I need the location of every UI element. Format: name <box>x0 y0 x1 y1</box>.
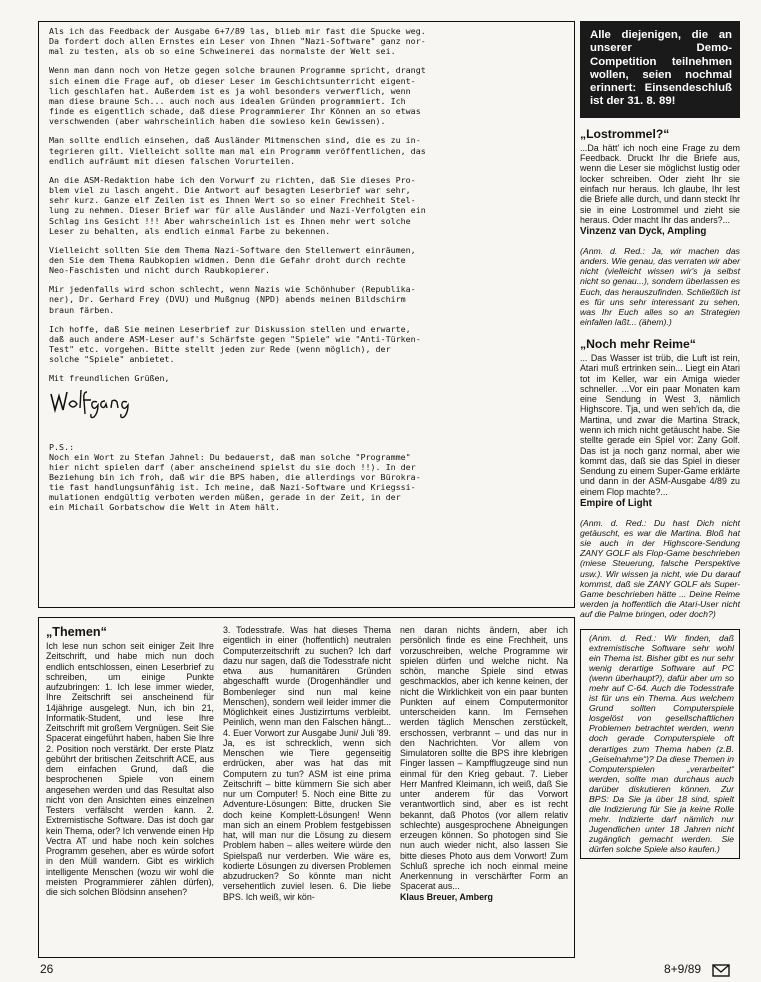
letter-paragraph: Vielleicht sollten Sie dem Thema Nazi-Software den Stellenwert einräumen, den Sie dem Thema Raubkopien widmen. Denn die Gefahr droht durch rechte Neo-Faschisten und nicht durch Raubkopierer. <box>49 244 416 276</box>
letter-closing: Mit freundlichen Grüßen, <box>49 373 170 384</box>
themen-column-1 <box>46 625 214 902</box>
reime-text: ... Das Wasser ist trüb, die Luft ist rein, Atari muß ertrinken sein... Liegt ein Atari tot im Keller, war ein Amiga wieder schneller. ...Vor ein paar Monaten kam eine Sendung in West 3, nämlich Highscore. Tja, und wen seh'ich da, die Martina, und zwar die Martina Strack, wenn ich mich nicht getäuscht habe. Sie stellte gerade ein Spiel vor: Zany Golf. Das ist ja noch ganz normal, aber wie kommt das, daß sie das Spiel in dieser Sendung zu einem Super-Game erklärte und dann in der ASM-Ausgabe 4/89 zu einem Flop machte?... <box>580 352 740 497</box>
themen-title: „Themen“ <box>46 625 107 639</box>
themen-text-1: Ich lese nun schon seit einiger Zeit Ihre Zeitschrift, und habe mich nun doch endlich entschlossen, einen Leserbrief zu schreiben, um einige Punkte aufzubringen: 1. Ich lese immer wieder, Ihre Zeitschrift sei anscheinend für 14jährige ausgelegt. Nun, ich bin 21, Informatik-Student, und lese Ihre Zeitschrift mit großem Vergnügen. Seit Sie Spacerat eingeführt haben, haben Sie Ihre 2. Position noch verstärkt. Der erste Platz gebührt der britischen Zeitschrift ACE, aus dem einfachen Grund, daß die besprochenen Spiele von einem angesehen werden und das Resultat also nicht von den Ansichten eines einzelnen Testers verfälscht werden kann. 2. Extremistische Software. Das ist doch gar kein Thema, oder? Ich verwende einen Hp Vectra AT und habe noch kein solches Programm gesehen, aber es würde sofort in den Müll wandern. Gibt es wirklich intelligente Menschen (wozu wir wohl die meisten Programmierer zählen dürfen), die sich solchen Blödsinn ansehen? <box>46 641 214 897</box>
letter-paragraph: An die ASM-Redaktion habe ich den Vorwurf zu richten, daß Sie dieses Pro- blem viel zu lasch angeht. Die Antwort auf besagten Leserbrief war sehr, sehr kurz. Ganze elf Zeilen ist es Ihnen Wert so so einer Frechheit Stel- lung zu nehmen. Dieser Brief war für alle Ausländer und Nazi-Verfolgten ein Schlag ins Gesicht !!! Aber wahrscheinlich ist es Ihnen mehr wert solche Leser zu behalten, als endlich einmal Farbe zu bekennen. <box>49 174 426 236</box>
themen-column-3 <box>400 625 568 902</box>
reader-letter-box <box>38 21 575 608</box>
handwritten-signature <box>49 386 566 420</box>
themen-text-2: 3. Todesstrafe. Was hat dieses Thema eigentlich in einer (hoffentlich) neutralen Computerzeitschrift zu suchen? Ich darf dazu nur sagen, daß die Todesstrafe nicht etwa aus humanitären Gründen abgeschafft wurde (Drogenhändler und Bombenleger sind nun mal keine Menschen), sondern weil leider immer die Möglichkeit eines Justizirrtums verbleibt. Peinlich, wenn man den Falschen hängt... 4. Euer Vorwort zur Ausgabe Juni/ Juli '89. Ja, es ist schrecklich, wenn sich Menschen wie Tiere gegenseitig erdrücken, aber was hat das mit Computern zu tun? ASM ist eine prima Zeitschrift – bitte kümmern Sie sich aber nur um Computer! 5. Noch eine Bitte zu Adventure-Lösungen: Bitte, drucken Sie doch keine Komplett-Lösungen! Wenn man sich an einem Problem festgebissen hat, will man nur die Lösung zu diesem Problem haben – alles weitere würde den Spielspaß nur verderben. Wie wäre es, kodierte Lösungen zu diversen Problemen abzudrucken? So könnte man nicht versehentlich zuviel lesen. 6. Die liebe BPS. Ich weiß, wir kön- <box>223 625 391 902</box>
letter-paragraph: Ich hoffe, daß Sie meinen Leserbrief zur Diskussion stellen und erwarte, daß auch andere ASM-Leser auf's Schärfste gegen "Spiele" wie "Anti-Türken- Test" etc. vorgehen. Bitte stellt jeden zur Rede (wenn möglich), der solche "Spiele" anbietet. <box>49 323 421 365</box>
letter-postscript: P.S.: Noch ein Wort zu Stefan Jahnel: Du bedauerst, daß man solche "Programme" hier nicht spielen darf (aber anscheinend spielst du sie doch !!). In der Beziehung bin ich froh, daß wir die BPS haben, die allerdings vor Bürokra- tie fast handlungsunfähig ist. Ich meine, daß Nazi-Software und Kriegssi- mulationen endgültig verboten werden müßen, gerade in der Zeit, in der ein Michail Gorbatschow die Welt in Atem hält. <box>49 441 421 513</box>
letter-paragraph: Mir jedenfalls wird schon schlecht, wenn Nazis wie Schönhuber (Republika- ner), Dr. Gerhard Frey (DVU) und Mußgnug (NPD) abends meinen Bildschirm braun färben. <box>49 284 416 315</box>
themen-author: Klaus Breuer, Amberg <box>400 891 493 902</box>
reime-title: „Noch mehr Reime“ <box>580 336 696 351</box>
issue-number: 8+9/89 <box>664 962 702 976</box>
right-column <box>580 21 740 859</box>
lostrommel-title: „Lostrommel?“ <box>580 126 670 141</box>
letter-paragraph: Wenn man dann noch von Hetze gegen solche braunen Programme spricht, drangt sich einem die Frage auf, ob dieser Leser im Geschichtsunterricht eigent- lich geschlafen hat. Außerdem ist es ja wohl besonders verwerflich, wenn man diese braune Sch... auch noch aus idealen Gründen programmiert. Ich finde es eigentlich schade, daß diese Programmierer Ihr Können an so etwas verschwenden (aber wahrscheinlich haben die sowieso kein Gewissen). <box>49 65 426 127</box>
reime-author: Empire of Light <box>580 498 652 510</box>
reime-editor-note: (Anm. d. Red.: Du hast Dich nicht getäuscht, es war die Martina. Bloß hat sie auch in der Highscore-Sendung ZANY GOLF als Flop-Game beschrieben (miese Steuerung, falsche Perspektive usw.). Wir wissen ja nicht, wie Du darauf kommst, daß sie ZANY GOLF als Super-Game beschrieben hätte ... Deine Reime werden ja hoffentlich die Atari-User nicht auf die Palme bringen, oder doch?) <box>580 518 740 619</box>
themen-letter-box <box>38 617 575 958</box>
lostrommel-author: Vinzenz van Dyck, Ampling <box>580 226 707 238</box>
lostrommel-text: ...Da hätt' ich noch eine Frage zu dem Feedback. Druckt Ihr die Briefe aus, wenn die Leser sie möglichst lustig oder locker schreiben. Oder zieht Ihr sie einfach nur heraus. Ich glaube, Ihr lest die Briefe alle durch, und dann steckt Ihr sie in eine Lostrommel und zieht sie heraus. Oder macht Ihr das anders?... <box>580 142 740 225</box>
letter-paragraph: Man sollte endlich einsehen, daß Ausländer Mitmenschen sind, die es zu in- tegrieren gilt. Vielleicht sollte man mal ein Programm veröffentlichen, das endlich aufräumt mit diesen falschen Vorurteilen. <box>49 135 426 166</box>
signature-image <box>49 386 169 420</box>
envelope-icon <box>712 962 730 978</box>
themen-text-3: nen daran nichts ändern, aber ich persönlich finde es eine Frechheit, uns vorzuschreiben, welche Programme wir spielen dürfen und welche nicht. Na schön, manche Spiele sind etwas geschmacklos, aber ich kenne keinen, der nicht die Wirklichkeit von ein paar bunten Punkten auf einem Computermonitor unterscheiden kann. Im Fernsehen werden täglich Menschen zerstückelt, erschossen, verbrannt – und das nur in den Nachrichten. Vor allem von Simulatoren sollte die BPS ihre klebrigen Finger lassen – Kampfflugzeuge sind nun einmal für den Krieg gebaut. 7. Lieber Herr Manfred Kleimann, ich weiß, daß Sie unter anderem für das Vorwort verantwortlich sind, aber es ist recht bekannt, daß Photos (vor allem relativ schlechte) ausgesprochene Abneigungen erzeugen können. So photogen sind Sie nun auch wieder nicht, also lassen Sie bitte dieses Photo aus dem Vorwort! Zum Schluß spreche ich noch einmal meine Anerkennung in verschärfter Form an Spacerat aus... <box>400 625 568 892</box>
lostrommel-editor-note: (Anm. d. Red.: Ja, wir machen das anders. Wie genau, das verraten wir aber nicht (vielleicht wissen wir's ja selbst nicht so genau...), sondern überlassen es Euch, das herauszufinden. Schließlich ist es für uns sehr interessant zu sehen, was Ihr Euch alles so an Strategien einfallen laßt... (ähem).) <box>580 246 740 327</box>
letter-paragraph: Als ich das Feedback der Ausgabe 6+7/89 las, blieb mir fast die Spucke weg. Da fordert doch allen Ernstes ein Leser von Ihnen "Nazi-Software" ganz nor- mal zu testen, als ob so eine Schweinerei das normalste der Welt sei. <box>49 26 426 57</box>
themen-column-2 <box>223 625 391 902</box>
competition-notice: Alle diejenigen, die an unserer Demo-Competition teilnehmen wollen, seien nochmal erinnert: Einsendeschluß ist der 31. 8. 89! <box>580 21 740 118</box>
page-number: 26 <box>40 962 54 976</box>
editor-reply-box: (Anm. d. Red.: Wir finden, daß extremistische Software sehr wohl ein Thema ist. Bisher gibt es nur sehr wenig derartige Software auf PC (wenn überhaupt?), dafür aber um so mehr auf C-64. Auch die Todesstrafe ist für uns ein Thema. Aus welchem Grund sollten Computerspiele losgelöst von gesellschaftlichen Problemen betrachtet werden, wenn doch gerade Computerspiele oft derartiges zum Thema haben (z.B. „Geiselnahme“)? Da diese Themen in Computerspielen „verarbeitet“ werden, sollte man durchaus auch darüber diskutieren können. Zur BPS: Da Sie ja über 18 sind, spielt die Indizierung für Sie ja keine Rolle mehr. Indizierte darf nämlich nur Jugendlichen unter 18 Jahren nicht zugänglich gemacht werden. Sie dürfen solche Spiele also kaufen.) <box>580 629 740 859</box>
